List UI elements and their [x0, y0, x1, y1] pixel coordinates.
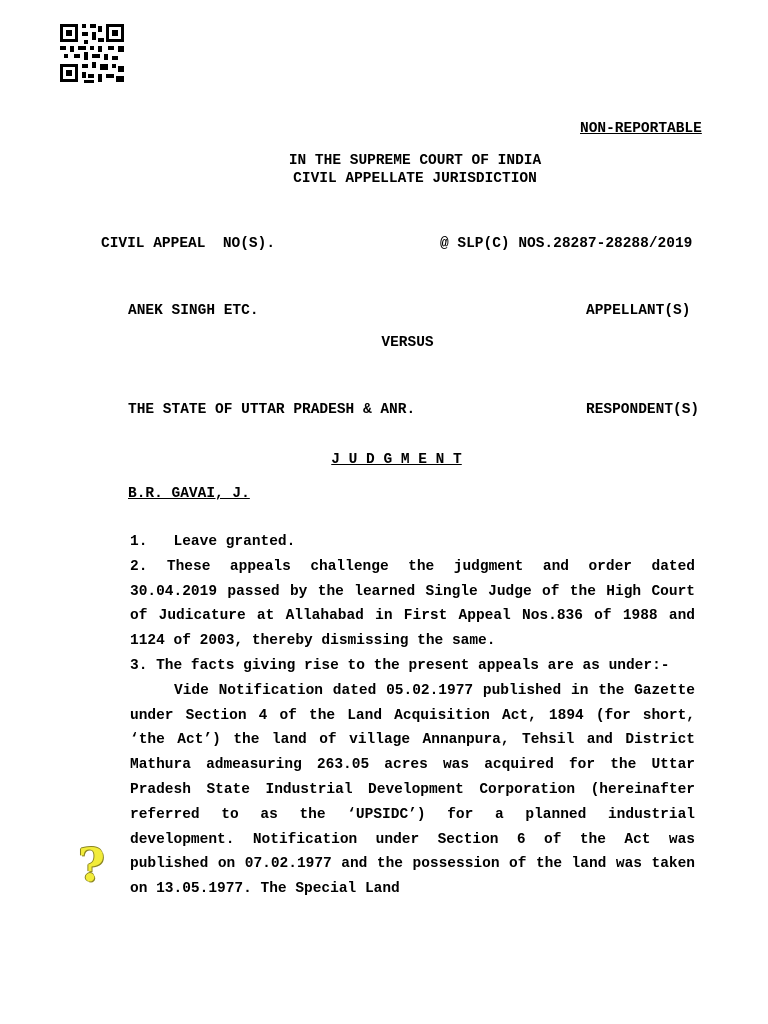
paragraph-2: 2. These appeals challenge the judgment and order dated 30.04.2019 passed by the learned Single Judge of the High Court of Judicature at Allahabad in First Appeal Nos.836 of 1988 and 1124 of 2003, thereby dismissing the same. [130, 558, 695, 650]
paragraph-4: Vide Notification dated 05.02.1977 published in the Gazette under Section 4 of the Land Acquisition Act, 1894 (for short, ‘the Act’) the land of village Annanpura, Tehsil and District Mathura admeasuring 263.05 acres was acquired for the Uttar Pradesh State Industrial Development Corporation (hereinafter referred to as the ‘UPSIDC’) for a planned industrial development. Notification under Section 6 of the Act was published on 07.02.1977 and the possession of the land was taken on 13.05.1977. The Special Land [130, 682, 695, 898]
respondent-name: THE STATE OF UTTAR PRADESH & ANR. [128, 402, 416, 418]
paragraph-3: 3. The facts giving rise to the present appeals are as under:- [130, 657, 670, 674]
qr-code-icon [58, 22, 126, 84]
civil-appeal-number: CIVIL APPEAL NO(S). [101, 236, 276, 252]
court-name: IN THE SUPREME COURT OF INDIA [288, 153, 542, 169]
judgment-body [130, 530, 695, 902]
appellant-role: APPELLANT(S) [586, 303, 691, 319]
respondent-role: RESPONDENT(S) [586, 402, 700, 418]
question-mark-icon[interactable]: ? [78, 838, 105, 892]
versus-label: VERSUS [381, 335, 434, 351]
slp-number: @ SLP(C) NOS.28287-28288/2019 [440, 236, 693, 252]
appellant-name: ANEK SINGH ETC. [128, 303, 259, 319]
paragraph-1: 1. Leave granted. [130, 534, 296, 550]
judge-name: B.R. GAVAI, J. [128, 486, 250, 502]
judgment-heading: J U D G M E N T [331, 452, 462, 468]
jurisdiction: CIVIL APPELLATE JURISDICTION [293, 171, 537, 187]
non-reportable-label: NON-REPORTABLE [580, 121, 702, 137]
